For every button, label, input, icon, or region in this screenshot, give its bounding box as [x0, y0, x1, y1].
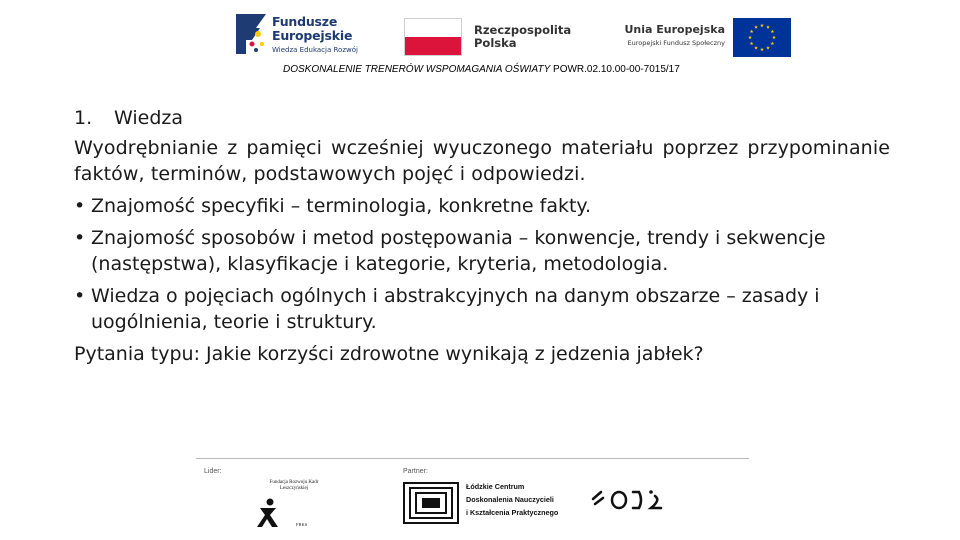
ue-logo-line2: Europejski Fundusz Społeczny	[627, 39, 725, 47]
eu-flag-icon	[733, 18, 791, 57]
project-title	[283, 64, 703, 75]
unia-europejska-logo	[603, 18, 791, 58]
section-heading	[74, 105, 890, 131]
heading-number: 1.	[74, 107, 93, 129]
bullet-list	[74, 193, 890, 335]
ldn-logo-icon	[403, 482, 459, 524]
header-logos	[0, 0, 960, 75]
fe-logo-line3: Wiedza Edukacja Rozwój	[272, 46, 358, 54]
partner-line: i Kształcenia Praktycznego	[466, 508, 559, 517]
heading-text: Wiedza	[114, 107, 184, 129]
bullet-text: Wiedza o pojęciach ogólnych i abstrakcyjnych na danym obszarze – zasady i uogólnienia, teorie i struktury.	[91, 285, 820, 333]
pl-logo-line1: Rzeczpospolita	[474, 23, 572, 37]
pl-logo-line2: Polska	[474, 36, 517, 50]
fundusze-europejskie-logo	[234, 10, 374, 60]
project-name: DOSKONALENIE TRENERÓW WSPOMAGANIA OŚWIATY	[283, 64, 551, 75]
bullet-icon: •	[74, 227, 86, 249]
lider-logo-text: Fundacja Rozwoju Kadr Leszczyńskiej	[269, 480, 319, 491]
fe-logo-line2: Europejskie	[272, 28, 353, 43]
rzeczpospolita-polska-logo	[404, 18, 579, 58]
partner-line: Doskonalenia Nauczycieli	[466, 495, 554, 504]
partner-name	[466, 480, 558, 519]
slide-content	[74, 105, 890, 367]
project-code: POWR.02.10.00-00-7015/17	[550, 64, 680, 75]
footer-partners	[196, 456, 749, 540]
lider-label: Lider:	[204, 468, 222, 475]
bullet-item	[74, 225, 890, 277]
bullet-icon: •	[74, 285, 86, 307]
polish-flag-icon	[404, 18, 462, 56]
bullet-text: Znajomość specyfiki – terminologia, konkretne fakty.	[91, 195, 591, 217]
bullet-item	[74, 283, 890, 335]
fe-logo-line1: Fundusze	[272, 14, 338, 29]
running-figure-icon	[256, 498, 280, 528]
partner-label: Partner:	[403, 468, 428, 475]
footer-divider	[196, 458, 749, 459]
lider-logo	[256, 478, 322, 534]
fundusze-europejskie-icon	[234, 12, 268, 56]
partner-line: Łódzkie Centrum	[466, 482, 525, 491]
bullet-text: Znajomość sposobów i metod postępowania – konwencje, trendy i sekwencje (następstwa), klasyfikacje i kategorie, kryteria, metodologia.	[91, 227, 826, 275]
lodz-city-logo-icon	[589, 488, 669, 510]
question-line: Pytania typu: Jakie korzyści zdrowotne wynikają z jedzenia jabłek?	[74, 343, 704, 365]
ue-logo-line1: Unia Europejska	[624, 23, 725, 36]
bullet-item	[74, 193, 890, 219]
intro-paragraph: Wyodrębnianie z pamięci wcześniej wyuczonego materiału poprzez przypominanie faktów, terminów, podstawowych pojęć i odpowiedzi.	[74, 137, 890, 185]
bullet-icon: •	[74, 195, 86, 217]
lider-logo-small: FRKS	[296, 522, 308, 527]
